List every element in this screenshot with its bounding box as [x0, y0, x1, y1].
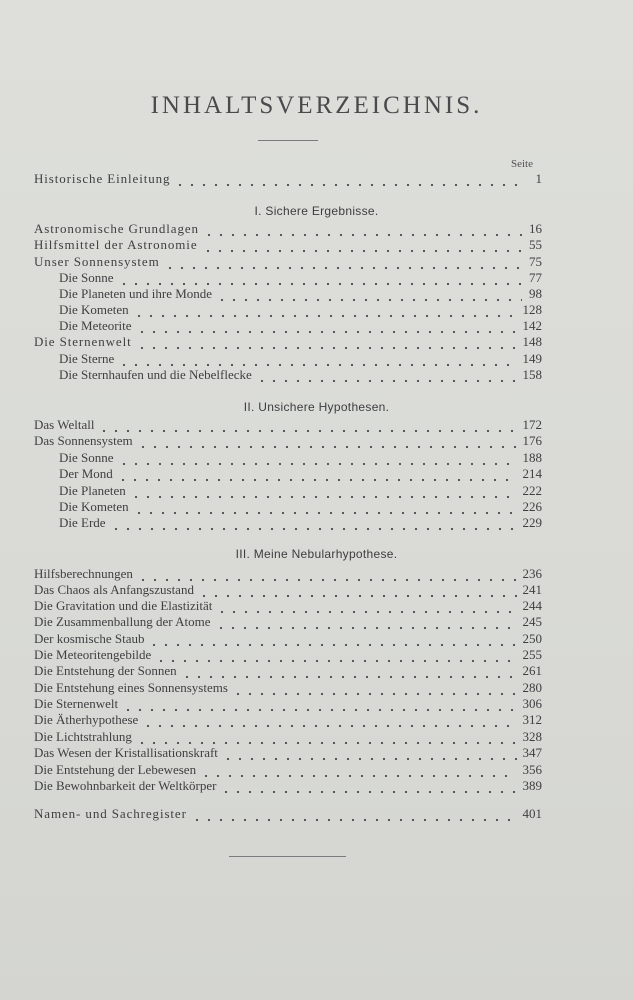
toc-entry[interactable] — [34, 598, 542, 614]
toc-subentry[interactable] — [59, 466, 542, 482]
dot-leader — [174, 175, 522, 187]
toc-entry-page: 75 — [529, 254, 542, 269]
toc-entry[interactable] — [34, 680, 542, 696]
toc-entry-page: 241 — [522, 582, 542, 597]
toc-entry[interactable] — [34, 433, 542, 449]
toc-entry-label: Die Sternenwelt — [34, 334, 132, 349]
toc-entry-page: 128 — [522, 302, 542, 317]
dot-leader — [122, 700, 516, 712]
toc-entry[interactable] — [34, 254, 542, 270]
toc-entry-page: 77 — [529, 270, 542, 285]
toc-entry-page: 214 — [522, 466, 542, 481]
toc-entry-page: 229 — [522, 515, 542, 530]
dot-leader — [136, 338, 517, 350]
dot-leader — [117, 470, 517, 482]
toc-entry[interactable] — [34, 417, 542, 433]
toc-entry-label: Die Ätherhypothese — [34, 712, 139, 727]
toc-entry-label: Die Sternhaufen und die Nebelflecke — [59, 367, 252, 382]
toc-entry-page: 1 — [535, 171, 542, 186]
section-heading-3: III. Meine Nebularhypothese. — [235, 547, 398, 561]
toc-entry-label: Der Mond — [59, 466, 113, 481]
dot-leader — [133, 306, 517, 318]
dot-leader — [216, 602, 516, 614]
toc-entry-label: Die Kometen — [59, 302, 129, 317]
section-heading-1: I. Sichere Ergebnisse. — [254, 204, 379, 218]
toc-subentry[interactable] — [59, 351, 542, 367]
toc-entry-label: Die Sonne — [59, 270, 114, 285]
toc-entry-page: 328 — [522, 729, 542, 744]
dot-leader — [202, 241, 523, 253]
toc-entry-label: Die Gravitation und die Elastizität — [34, 598, 213, 613]
toc-entry-page: 222 — [522, 483, 542, 498]
toc-entry-page: 255 — [522, 647, 542, 662]
toc-entry-page: 148 — [522, 334, 542, 349]
toc-entry[interactable] — [34, 745, 542, 761]
dot-leader — [136, 733, 517, 745]
dot-leader — [155, 651, 516, 663]
toc-entry-label: Die Lichtstrahlung — [34, 729, 132, 744]
title-rule — [258, 140, 318, 141]
toc-subentry[interactable] — [59, 515, 542, 531]
toc-subentry[interactable] — [59, 270, 542, 286]
toc-entry-page: 55 — [529, 237, 542, 252]
dot-leader — [118, 274, 522, 286]
toc-entry-label: Historische Einleitung — [34, 171, 171, 186]
toc-subentry[interactable] — [59, 286, 542, 302]
toc-entry-page: 16 — [529, 221, 542, 236]
toc-entry-page: 158 — [522, 367, 542, 382]
toc-entry-label: Das Sonnensystem — [34, 433, 133, 448]
toc-subentry[interactable] — [59, 302, 542, 318]
toc-entry-label: Die Meteoritengebilde — [34, 647, 152, 662]
toc-entry-label: Die Planeten und ihre Monde — [59, 286, 213, 301]
toc-subentry[interactable] — [59, 367, 542, 383]
dot-leader — [148, 635, 516, 647]
toc-entry-label: Die Entstehung der Lebewesen — [34, 762, 197, 777]
toc-entry-label: Die Entstehung der Sonnen — [34, 663, 177, 678]
toc-entry-label: Die Entstehung eines Sonnensystems — [34, 680, 228, 695]
toc-entry-label: Die Sternenwelt — [34, 696, 119, 711]
dot-leader — [232, 684, 517, 696]
dot-leader — [136, 322, 517, 334]
toc-entry-page: 280 — [522, 680, 542, 695]
toc-entry-page: 306 — [522, 696, 542, 711]
toc-entry-label: Astronomische Grundlagen — [34, 221, 199, 236]
page-title: INHALTSVERZEICHNIS. — [150, 92, 483, 119]
dot-leader — [198, 586, 517, 598]
dot-leader — [137, 437, 517, 449]
dot-leader — [220, 782, 516, 794]
dot-leader — [137, 570, 517, 582]
dot-leader — [118, 454, 517, 466]
toc-entry-page: 172 — [522, 417, 542, 432]
toc-entry-label: Hilfsberechnungen — [34, 566, 133, 581]
toc-entry-register[interactable] — [34, 806, 542, 822]
toc-entry-label: Das Weltall — [34, 417, 95, 432]
toc-entry[interactable] — [34, 221, 542, 237]
dot-leader — [215, 618, 517, 630]
toc-entry-page: 389 — [522, 778, 542, 793]
toc-entry-label: Die Bewohnbarkeit der Weltkörper — [34, 778, 217, 793]
toc-entry-page: 236 — [522, 566, 542, 581]
toc-entry[interactable] — [34, 566, 542, 582]
toc-entry-label: Die Sterne — [59, 351, 115, 366]
toc-entry[interactable] — [34, 712, 542, 728]
toc-entry-label: Die Sonne — [59, 450, 114, 465]
toc-entry-page: 312 — [522, 712, 542, 727]
toc-entry[interactable] — [34, 762, 542, 778]
toc-entry-label: Das Wesen der Kristallisationskraft — [34, 745, 218, 760]
dot-leader — [200, 766, 516, 778]
dot-leader — [256, 371, 517, 383]
toc-subentry[interactable] — [59, 318, 542, 334]
dot-leader — [181, 667, 517, 679]
toc-entry-page: 142 — [522, 318, 542, 333]
toc-entry-page: 401 — [522, 806, 542, 821]
bottom-rule — [229, 856, 346, 857]
toc-entry-page: 244 — [522, 598, 542, 613]
dot-leader — [203, 225, 522, 237]
toc-entry-page: 250 — [522, 631, 542, 646]
toc-entry[interactable] — [34, 631, 542, 647]
toc-entry-page: 245 — [522, 614, 542, 629]
toc-entry-label: Namen- und Sachregister — [34, 806, 187, 821]
toc-entry-label: Die Planeten — [59, 483, 126, 498]
dot-leader — [133, 503, 517, 515]
toc-entry[interactable] — [34, 582, 542, 598]
toc-entry-label: Hilfsmittel der Astronomie — [34, 237, 198, 252]
dot-leader — [130, 487, 517, 499]
toc-entry[interactable] — [34, 334, 542, 350]
toc-entry-page: 261 — [522, 663, 542, 678]
toc-entry-page: 356 — [522, 762, 542, 777]
toc-entry-label: Der kosmische Staub — [34, 631, 145, 646]
toc-entry-label: Das Chaos als Anfangszustand — [34, 582, 194, 597]
toc-entry-page: 149 — [522, 351, 542, 366]
toc-entry-label: Die Zusammenballung der Atome — [34, 614, 211, 629]
toc-entry-page: 226 — [522, 499, 542, 514]
toc-entry[interactable] — [34, 237, 542, 253]
dot-leader — [118, 355, 516, 367]
toc-entry-page: 347 — [522, 745, 542, 760]
toc-entry[interactable] — [34, 778, 542, 794]
toc-entry-page: 176 — [522, 433, 542, 448]
toc-entry-label: Die Erde — [59, 515, 106, 530]
toc-entry-label: Unser Sonnensystem — [34, 254, 160, 269]
dot-leader — [110, 519, 517, 531]
toc-entry[interactable] — [34, 663, 542, 679]
toc-entry[interactable] — [34, 647, 542, 663]
section-heading-2: II. Unsichere Hypothesen. — [243, 400, 390, 414]
toc-subentry[interactable] — [59, 499, 542, 515]
toc-entry[interactable] — [34, 614, 542, 630]
toc-subentry[interactable] — [59, 450, 542, 466]
toc-entry-label: Die Kometen — [59, 499, 129, 514]
toc-entry-intro[interactable] — [34, 171, 542, 187]
dot-leader — [191, 810, 517, 822]
dot-leader — [216, 290, 522, 302]
toc-entry[interactable] — [34, 696, 542, 712]
toc-entry-label: Die Meteorite — [59, 318, 132, 333]
dot-leader — [222, 749, 517, 761]
toc-entry-page: 188 — [522, 450, 542, 465]
toc-entry-page: 98 — [529, 286, 542, 301]
dot-leader — [164, 258, 522, 270]
dot-leader — [98, 421, 516, 433]
toc-entry[interactable] — [34, 729, 542, 745]
dot-leader — [142, 716, 516, 728]
toc-subentry[interactable] — [59, 483, 542, 499]
seite-label: Seite — [511, 158, 533, 170]
